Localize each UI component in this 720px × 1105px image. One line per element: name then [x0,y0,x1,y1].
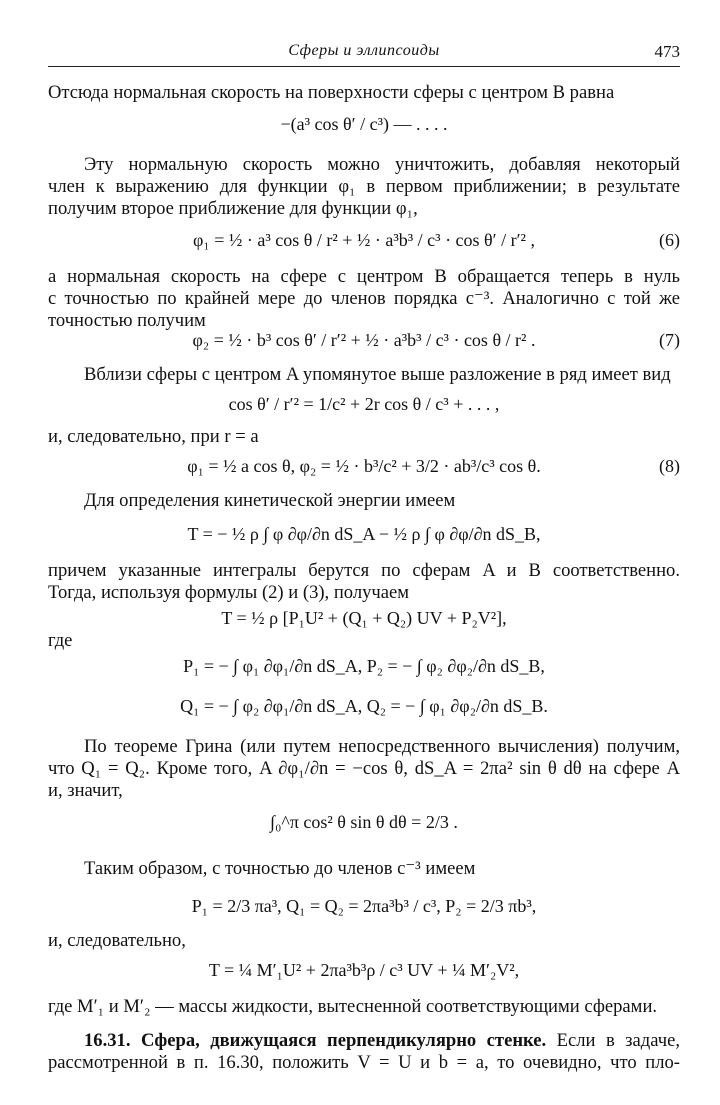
paragraph-line: с точностью по крайней мере до членов порядка c⁻³. Аналогично с той же [48,288,680,309]
equation-integral: ∫₀^π cos² θ sin θ dθ = 2/3 . [270,812,458,832]
paragraph-line: причем указанные интегралы берутся по сферам A и B соответственно. [48,560,680,581]
equation-7: φ₂ = ½ · b³ cos θ′ / r′² + ½ · a³b³ / c³ · cos θ / r² . [192,330,536,350]
equation-normal-velocity: −(a³ cos θ′ / c³) — . . . . [280,114,448,134]
equation-kinetic-energy-2: T = ½ ρ [P₁U² + (Q₁ + Q₂) UV + P₂V²], [221,608,507,628]
paragraph-line: рассмотренной в п. 16.30, положить V = U и b = a, то очевидно, что пло- [48,1052,680,1073]
paragraph-line: Вблизи сферы с центром A упомянутое выше разложение в ряд имеет вид [84,364,671,385]
running-head [48,42,680,66]
paragraph-line: Отсюда нормальная скорость на поверхности сферы с центром B равна [48,82,615,103]
running-title: Сферы и эллипсоиды [288,42,440,59]
page-number: 473 [654,42,680,61]
paragraph-line: и, следовательно, [48,930,186,951]
equation-6: φ₁ = ½ · a³ cos θ / r² + ½ · a³b³ / c³ · cos θ′ / r′² , [193,230,535,250]
equation-series: cos θ′ / r′² = 1/c² + 2r cos θ / c³ + . . . , [228,394,500,414]
paragraph-line: что Q₁ = Q₂. Кроме того, A ∂φ₁/∂n = −cos θ, dS_A = 2πa² sin θ dθ на сфере A [48,758,680,779]
equation-number: (7) [659,330,680,350]
equation-8: φ₁ = ½ a cos θ, φ₂ = ½ · b³/c² + 3/2 · ab³/c³ cos θ. [187,456,541,476]
header-rule [48,66,680,67]
section-title: Сфера, движущаяся перпендикулярно стенке. [140,1030,547,1051]
equation-Q: Q₁ = − ∫ φ₂ ∂φ₁/∂n dS_A, Q₂ = − ∫ φ₁ ∂φ₂/∂n dS_B. [180,696,548,716]
paragraph-line: По теореме Грина (или путем непосредственного вычисления) получим, [84,736,680,757]
paragraph-text: Если в задаче, [546,1030,681,1051]
paragraph-line: и, следовательно, при r = a [48,426,259,447]
equation-number: (8) [659,456,680,476]
paragraph-line: и, значит, [48,780,123,801]
paragraph-line: член к выражению для функции φ₁ в первом приближении; в результате [48,176,680,197]
paragraph-line: Для определения кинетической энергии имеем [84,490,456,511]
section-heading-line [84,1030,680,1052]
equation-kinetic-energy: T = − ½ ρ ∫ φ ∂φ/∂n dS_A − ½ ρ ∫ φ ∂φ/∂n dS_B, [187,524,541,544]
equation-number: (6) [659,230,680,250]
paragraph-line: точностью получим [48,310,206,331]
equation-P: P₁ = − ∫ φ₁ ∂φ₁/∂n dS_A, P₂ = − ∫ φ₂ ∂φ₂/∂n dS_B, [183,656,545,676]
paragraph-line: где [48,630,73,651]
paragraph-line: где M′₁ и M′₂ — массы жидкости, вытесненной соответствующими сферами. [48,996,658,1017]
paragraph-line: Эту нормальную скорость можно уничтожить, добавляя некоторый [84,154,680,175]
paragraph-line: Таким образом, с точностью до членов c⁻³ имеем [84,858,476,879]
equation-PQ-values: P₁ = 2/3 πa³, Q₁ = Q₂ = 2πa³b³ / c³, P₂ = 2/3 πb³, [191,896,537,916]
section-number: 16.31. [84,1030,131,1051]
paragraph-line: получим второе приближение для функции φ₁, [48,198,418,219]
paragraph-line: а нормальная скорость на сфере с центром B обращается теперь в нуль [48,266,680,287]
equation-kinetic-energy-3: T = ¼ M′₁U² + 2πa³b³ρ / c³ UV + ¼ M′₂V², [208,960,520,980]
paragraph-line: Тогда, используя формулы (2) и (3), получаем [48,582,410,603]
